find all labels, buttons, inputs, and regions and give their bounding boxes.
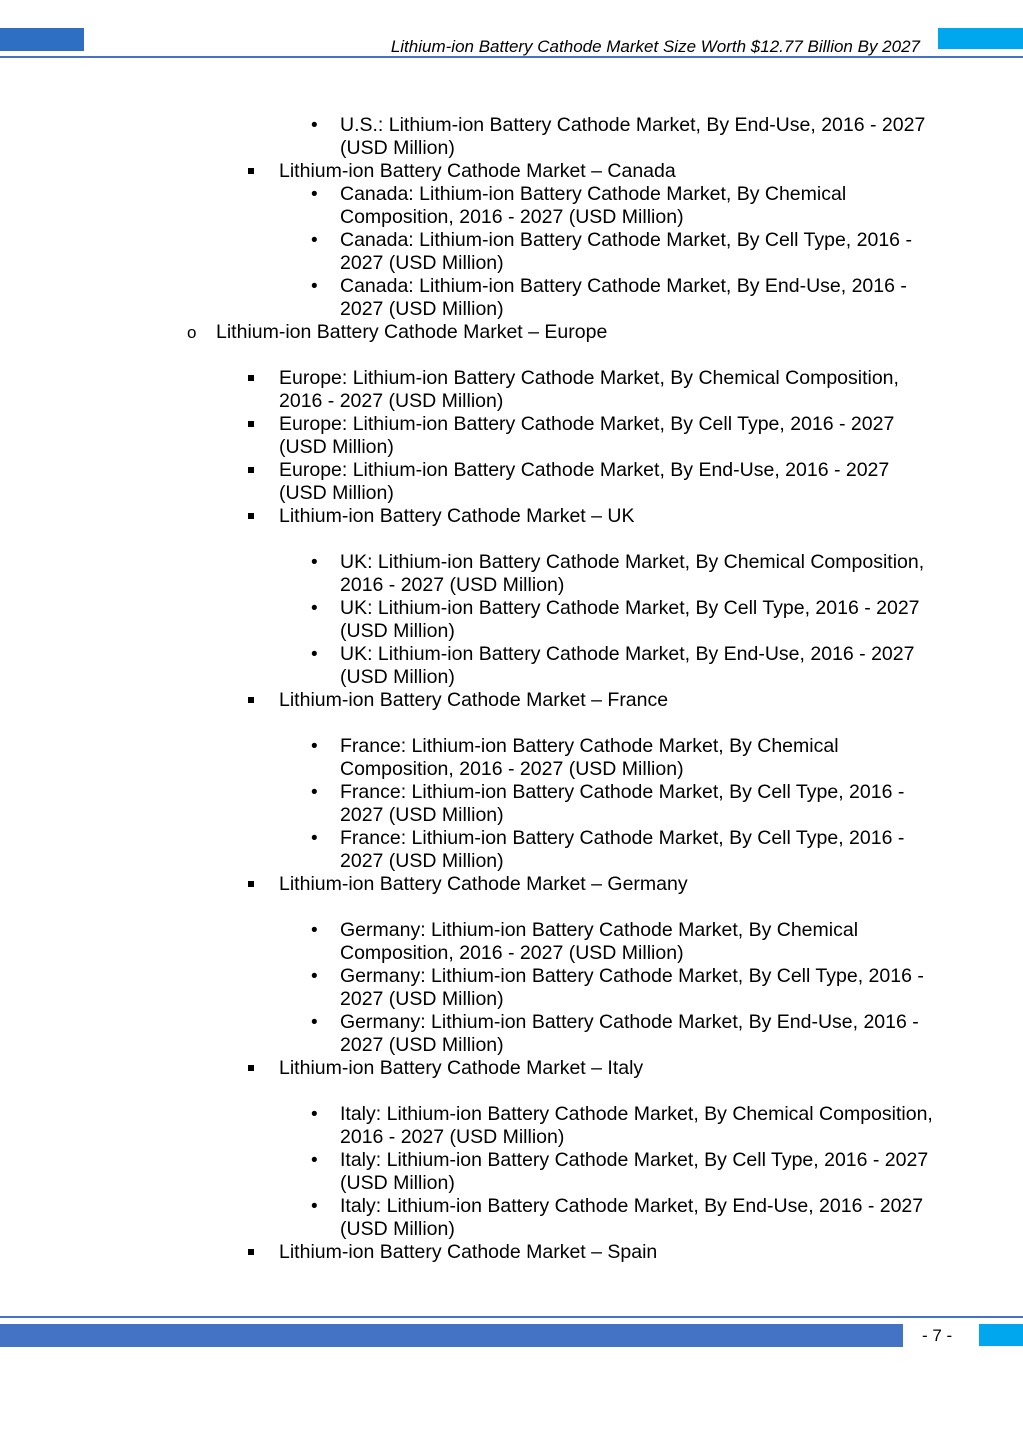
list-item <box>279 413 919 459</box>
circle-bullet-icon: o <box>187 323 197 342</box>
list-item <box>279 505 919 528</box>
list-item-text: Germany: Lithium-ion Battery Cathode Market, By End-Use, 2016 - 2027 (USD Million) <box>340 1011 919 1056</box>
list-item-text: U.S.: Lithium-ion Battery Cathode Market, By End-Use, 2016 - 2027 (USD Million) <box>340 114 926 159</box>
list-item <box>311 965 935 1011</box>
list-item <box>311 827 935 873</box>
list-item <box>311 781 935 827</box>
list-item <box>279 1057 919 1080</box>
header-left-accent-block <box>0 28 84 51</box>
list-item-text: Lithium-ion Battery Cathode Market – Europe <box>216 321 608 343</box>
list-item <box>311 229 935 275</box>
dot-bullet-icon: • <box>311 644 318 665</box>
toc-list <box>0 114 1023 1264</box>
dot-bullet-icon: • <box>311 1150 318 1171</box>
list-item-text: Italy: Lithium-ion Battery Cathode Market, By Chemical Composition, 2016 - 2027 (USD Million) <box>340 1103 933 1148</box>
page-number: - 7 - <box>922 1326 953 1345</box>
header-right-accent-block <box>938 28 1023 49</box>
list-item <box>311 597 935 643</box>
dot-bullet-icon: • <box>311 552 318 573</box>
spacer <box>0 712 1023 735</box>
square-bullet-icon <box>248 1249 254 1255</box>
spacer <box>0 528 1023 551</box>
list-item-text: Canada: Lithium-ion Battery Cathode Market, By End-Use, 2016 - 2027 (USD Million) <box>340 275 907 320</box>
list-item <box>311 643 935 689</box>
square-bullet-icon <box>248 421 254 427</box>
list-item-text: Germany: Lithium-ion Battery Cathode Market, By Cell Type, 2016 - 2027 (USD Million) <box>340 965 924 1010</box>
list-item <box>279 367 919 413</box>
list-item-text: Lithium-ion Battery Cathode Market – Germany <box>279 873 688 895</box>
list-item-text: Lithium-ion Battery Cathode Market – Spain <box>279 1241 658 1263</box>
dot-bullet-icon: • <box>311 230 318 251</box>
footer-rule <box>0 1316 1023 1318</box>
dot-bullet-icon: • <box>311 115 318 136</box>
list-item <box>311 735 935 781</box>
list-item <box>311 183 935 229</box>
list-item <box>311 114 935 160</box>
square-bullet-icon <box>248 1065 254 1071</box>
dot-bullet-icon: • <box>311 1196 318 1217</box>
list-item-text: Europe: Lithium-ion Battery Cathode Market, By Cell Type, 2016 - 2027 (USD Million) <box>279 413 895 458</box>
dot-bullet-icon: • <box>311 782 318 803</box>
dot-bullet-icon: • <box>311 1012 318 1033</box>
header-rule <box>0 56 1023 58</box>
spacer <box>0 1080 1023 1103</box>
spacer <box>0 896 1023 919</box>
dot-bullet-icon: • <box>311 184 318 205</box>
list-item-text: Lithium-ion Battery Cathode Market – UK <box>279 505 635 527</box>
list-item <box>279 689 919 712</box>
list-item-text: UK: Lithium-ion Battery Cathode Market, By End-Use, 2016 - 2027 (USD Million) <box>340 643 915 688</box>
list-item-text: France: Lithium-ion Battery Cathode Market, By Cell Type, 2016 - 2027 (USD Million) <box>340 781 905 826</box>
dot-bullet-icon: • <box>311 920 318 941</box>
dot-bullet-icon: • <box>311 276 318 297</box>
dot-bullet-icon: • <box>311 1104 318 1125</box>
list-item-text: Canada: Lithium-ion Battery Cathode Market, By Chemical Composition, 2016 - 2027 (USD Million) <box>340 183 847 228</box>
list-item <box>311 551 935 597</box>
square-bullet-icon <box>248 467 254 473</box>
square-bullet-icon <box>248 168 254 174</box>
dot-bullet-icon: • <box>311 828 318 849</box>
dot-bullet-icon: • <box>311 736 318 757</box>
list-item-text: Europe: Lithium-ion Battery Cathode Market, By End-Use, 2016 - 2027 (USD Million) <box>279 459 890 504</box>
square-bullet-icon <box>248 375 254 381</box>
list-item-text: Italy: Lithium-ion Battery Cathode Market, By Cell Type, 2016 - 2027 (USD Million) <box>340 1149 929 1194</box>
list-item-text: Europe: Lithium-ion Battery Cathode Market, By Chemical Composition, 2016 - 2027 (USD Million) <box>279 367 899 412</box>
dot-bullet-icon: • <box>311 598 318 619</box>
spacer <box>0 344 1023 367</box>
list-item-text: Lithium-ion Battery Cathode Market – Italy <box>279 1057 644 1079</box>
list-item <box>311 1011 935 1057</box>
square-bullet-icon <box>248 697 254 703</box>
list-item-text: Italy: Lithium-ion Battery Cathode Market, By End-Use, 2016 - 2027 (USD Million) <box>340 1195 924 1240</box>
list-item-text: Canada: Lithium-ion Battery Cathode Market, By Cell Type, 2016 - 2027 (USD Million) <box>340 229 912 274</box>
list-item <box>311 1149 935 1195</box>
list-item-text: UK: Lithium-ion Battery Cathode Market, By Chemical Composition, 2016 - 2027 (USD Million) <box>340 551 925 596</box>
list-item <box>279 459 919 505</box>
list-item-text: Lithium-ion Battery Cathode Market – France <box>279 689 669 711</box>
list-item <box>187 321 936 344</box>
list-item <box>311 919 935 965</box>
square-bullet-icon <box>248 513 254 519</box>
list-item <box>279 873 919 896</box>
list-item-text: Germany: Lithium-ion Battery Cathode Market, By Chemical Composition, 2016 - 2027 (USD Million) <box>340 919 859 964</box>
footer-right-accent-block <box>979 1324 1023 1346</box>
list-item <box>279 160 919 183</box>
list-item <box>311 1195 935 1241</box>
list-item-text: France: Lithium-ion Battery Cathode Market, By Cell Type, 2016 - 2027 (USD Million) <box>340 827 905 872</box>
header-title: Lithium-ion Battery Cathode Market Size Worth $12.77 Billion By 2027 <box>390 37 920 56</box>
list-item-text: UK: Lithium-ion Battery Cathode Market, By Cell Type, 2016 - 2027 (USD Million) <box>340 597 920 642</box>
list-item <box>279 1241 919 1264</box>
list-item-text: Lithium-ion Battery Cathode Market – Canada <box>279 160 676 182</box>
dot-bullet-icon: • <box>311 966 318 987</box>
square-bullet-icon <box>248 881 254 887</box>
footer-bar <box>0 1324 903 1347</box>
list-item <box>311 1103 935 1149</box>
list-item-text: France: Lithium-ion Battery Cathode Market, By Chemical Composition, 2016 - 2027 (USD Million) <box>340 735 839 780</box>
list-item <box>311 275 935 321</box>
